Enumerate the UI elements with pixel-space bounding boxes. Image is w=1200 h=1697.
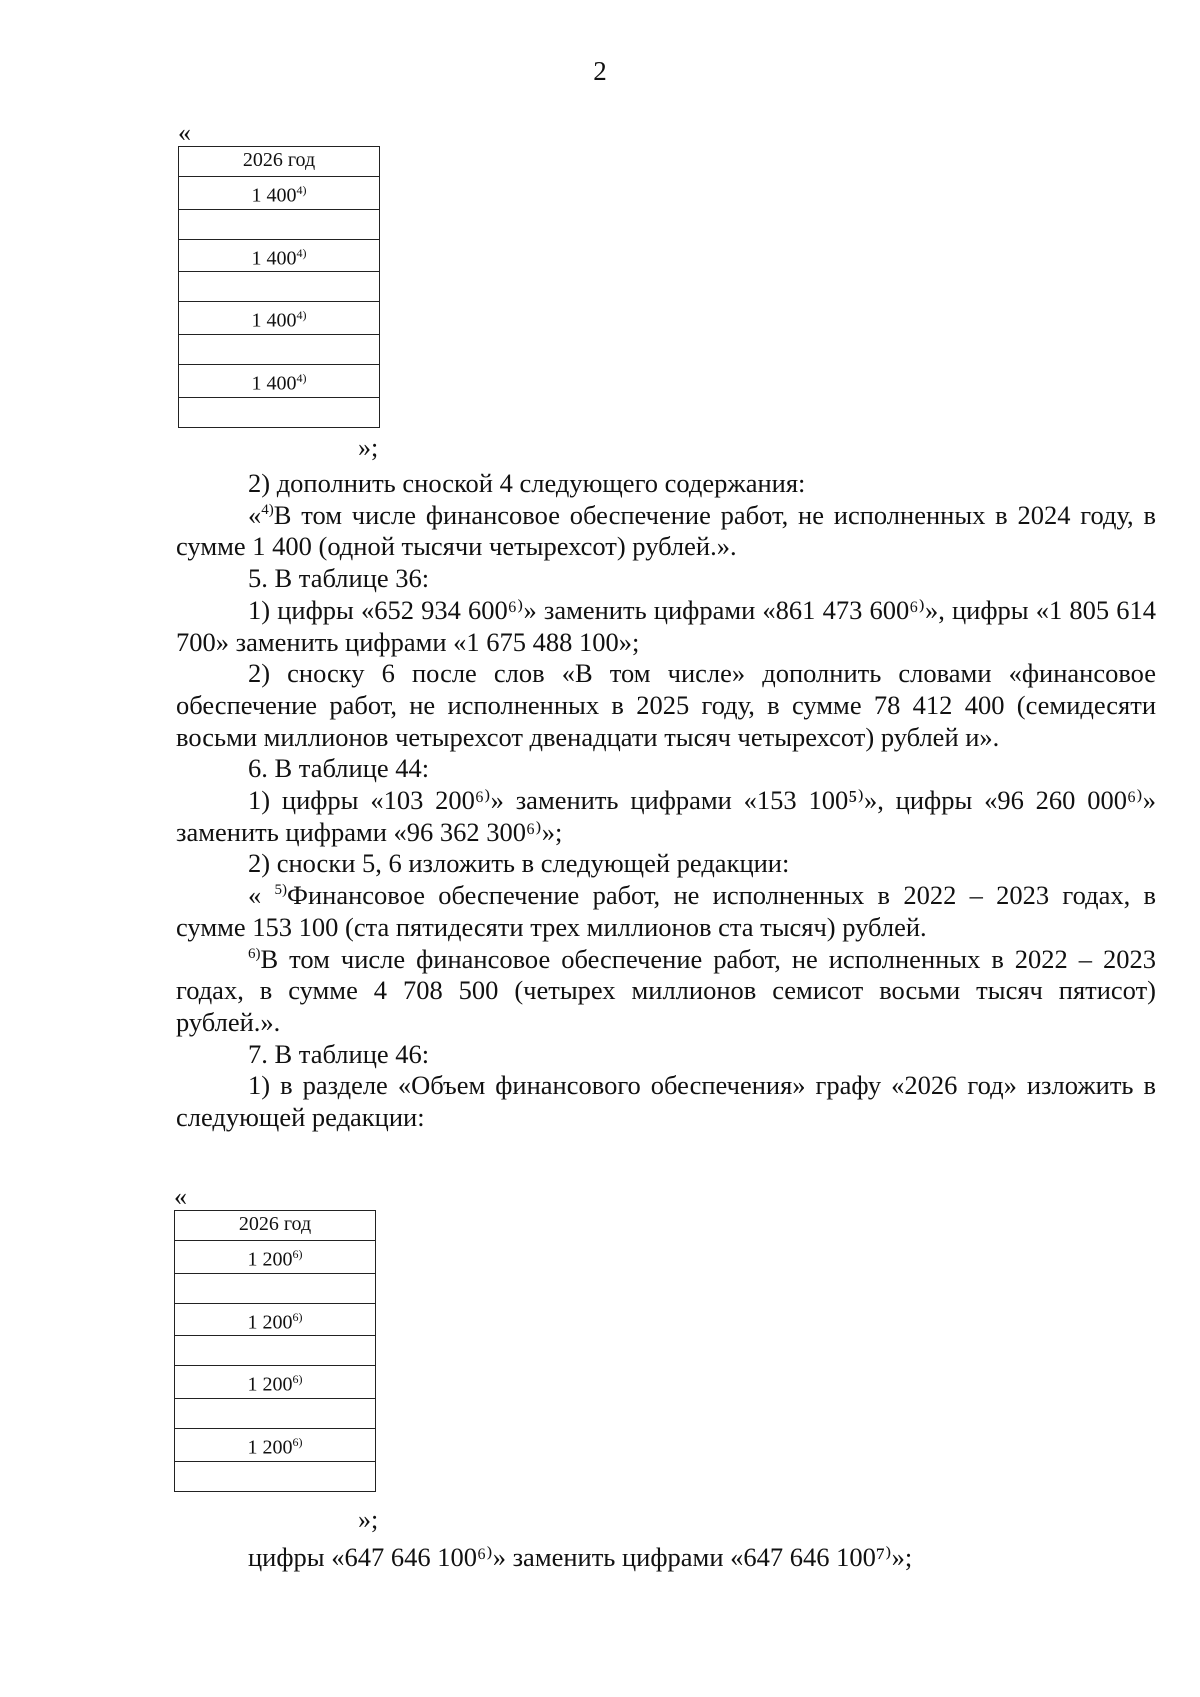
- cell-value: 1 400: [251, 184, 297, 207]
- footnote-mark: 4): [296, 370, 307, 385]
- table-cell: [175, 1336, 376, 1366]
- last-line: цифры «647 646 100⁶⁾» заменить цифрами «647 646 100⁷⁾»;: [248, 1542, 913, 1572]
- table-header: 2026 год: [179, 147, 380, 177]
- table-cell: [179, 397, 380, 427]
- paragraph: 7. В таблице 46:: [248, 1038, 430, 1069]
- table-cell: [179, 239, 380, 272]
- paragraph: $^{6)}$В том числе финансовое обеспечение работ, не исполненных в 2022 – 2023 годах, в сумме 4 708 500 (четырех миллионов семисот восьми тысяч пятисот) рублей.».: [176, 943, 1156, 1037]
- table-cell: [179, 302, 380, 335]
- paragraph: 2) сноски 5, 6 изложить в следующей редакции:: [248, 848, 790, 879]
- paragraph: 2) сноску 6 после слов «В том числе» дополнить словами «финансовое обеспечение работ, не исполненных в 2025 году, в сумме 78 412 400 (семидесяти восьми миллионов четырехсот двенадцати тысяч четырехсот) рублей и».: [176, 658, 1156, 752]
- footnote-mark: 6): [292, 1309, 303, 1324]
- footnote-mark: 6): [292, 1372, 303, 1387]
- body-text: [176, 468, 1156, 1134]
- table-cell: [179, 364, 380, 397]
- footnote-mark: 6): [292, 1434, 303, 1449]
- cell-value: 1 200: [247, 1436, 293, 1459]
- paragraph: 6. В таблице 44:: [248, 753, 430, 784]
- footnote-mark: 4): [296, 308, 307, 323]
- paragraph: 1) цифры «652 934 600⁶⁾» заменить цифрами «861 473 600⁶⁾», цифры «1 805 614 700» заменить цифрами «1 675 488 100»;: [176, 594, 1156, 657]
- paragraph: 1) в разделе «Объем финансового обеспечения» графу «2026 год» изложить в следующей редакции:: [176, 1070, 1156, 1133]
- footnote-mark: 4): [296, 245, 307, 260]
- table-cell: [175, 1303, 376, 1336]
- table-cell: [175, 1398, 376, 1428]
- cell-value: 1 400: [251, 247, 297, 270]
- table-cell: [175, 1273, 376, 1303]
- footnote-mark: 6): [292, 1247, 303, 1261]
- open-quote-2: «: [174, 1182, 187, 1211]
- paragraph: 2) дополнить сноской 4 следующего содержания:: [248, 468, 806, 498]
- table-2026-b: [174, 1210, 376, 1492]
- table-cell: [179, 334, 380, 364]
- cell-value: 1 200: [247, 1248, 293, 1271]
- paragraph: « $^{5)}$Финансовое обеспечение работ, не исполненных в 2022 – 2023 годах, в сумме 153 100 (ста пятидесяти трех миллионов ста тысяч) рублей.: [176, 880, 1157, 942]
- table-cell: [179, 177, 380, 210]
- paragraph: 5. В таблице 36:: [248, 563, 430, 594]
- paragraph: 1) цифры «103 200⁶⁾» заменить цифрами «153 100⁵⁾», цифры «96 260 000⁶⁾» заменить цифрами «96 362 300⁶⁾»;: [176, 785, 1156, 847]
- cell-value: 1 200: [247, 1373, 293, 1396]
- table-cell: [175, 1366, 376, 1399]
- table-cell: [175, 1241, 376, 1274]
- footnote-mark: 4): [296, 183, 307, 197]
- cell-value: 1 400: [251, 372, 297, 395]
- table-header: 2026 год: [175, 1211, 376, 1241]
- open-quote-1: «: [178, 118, 191, 147]
- close-quote-1: »;: [358, 433, 379, 462]
- table-2026-a: [178, 146, 380, 428]
- cell-value: 1 200: [247, 1311, 293, 1334]
- close-quote-2: »;: [358, 1505, 379, 1534]
- table-cell: [175, 1428, 376, 1461]
- table-cell: [179, 209, 380, 239]
- table-cell: [175, 1461, 376, 1491]
- page-number: 2: [593, 56, 607, 86]
- table-cell: [179, 272, 380, 302]
- cell-value: 1 400: [251, 309, 297, 332]
- paragraph: «$^{4)}$В том числе финансовое обеспечение работ, не исполненных в 2024 году, в сумме 1 400 (одной тысячи четырехсот) рублей.».: [176, 499, 1156, 562]
